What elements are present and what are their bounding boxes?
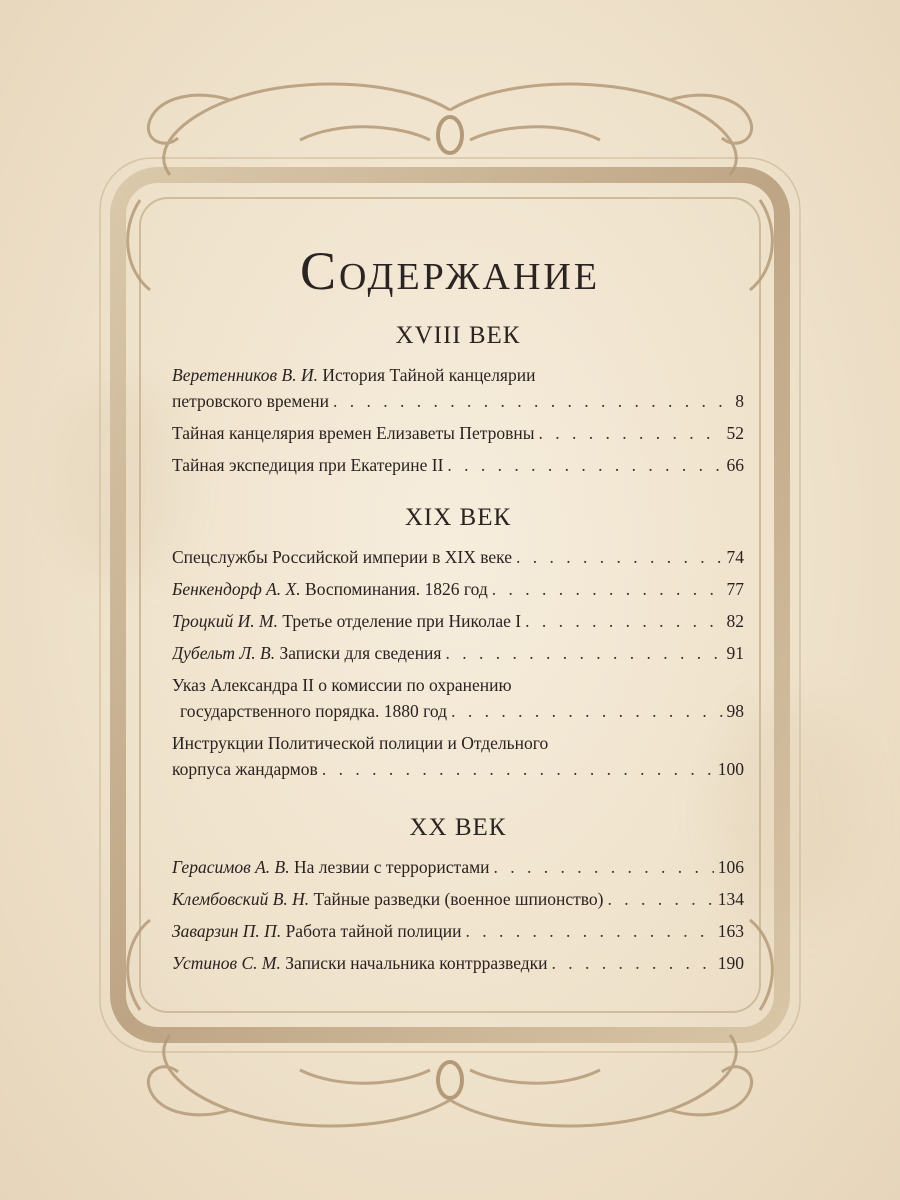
entry-title: Инструкции Политической полиции и Отдельного: [172, 733, 549, 753]
entry-title: Тайная экспедиция при Екатерине II: [172, 455, 444, 475]
entry-title: Записки начальника контрразведки: [285, 953, 548, 973]
dot-leader: [607, 886, 713, 912]
entry-author: Герасимов А. В.: [172, 857, 290, 877]
toc-entry: [172, 362, 744, 414]
dot-leader: [494, 854, 714, 880]
dot-leader: [451, 698, 722, 724]
toc-entry: [172, 452, 744, 478]
entry-author: Бенкендорф А. Х.: [172, 579, 301, 599]
entry-page: 98: [726, 701, 744, 721]
entry-title: Тайная канцелярия времен Елизаветы Петровны: [172, 423, 535, 443]
entry-title-continued: государственного порядка. 1880 год: [180, 701, 448, 721]
dot-leader: [445, 640, 722, 666]
entry-page: 74: [726, 547, 744, 567]
toc-entry: [172, 576, 744, 602]
entry-title-continued: петровского времени: [172, 391, 330, 411]
dot-leader: [516, 544, 722, 570]
entry-page: 190: [717, 953, 744, 973]
section-heading-19th-century: XIX ВЕК: [404, 504, 512, 531]
entry-title: Тайные разведки (военное шпионство): [313, 889, 604, 909]
entry-page: 52: [726, 423, 744, 443]
dot-leader: [538, 420, 722, 446]
toc-entry: [172, 608, 744, 634]
toc-entry: [172, 730, 744, 782]
entry-title: Воспоминания. 1826 год: [305, 579, 488, 599]
toc-entry: [172, 640, 744, 666]
toc-entry: [172, 672, 744, 724]
page-title: Содержание: [299, 241, 601, 301]
entry-title-continued: корпуса жандармов: [172, 759, 318, 779]
toc-entry: [172, 420, 744, 446]
entry-page: 100: [717, 759, 744, 779]
entry-author: Троцкий И. М.: [172, 611, 278, 631]
entry-page: 82: [726, 611, 744, 631]
bottom-medallion: [438, 1062, 462, 1098]
entry-author: Устинов С. М.: [172, 953, 281, 973]
dot-leader: [525, 608, 722, 634]
entry-page: 8: [735, 391, 744, 411]
dot-leader: [552, 950, 714, 976]
entry-page: 91: [726, 643, 744, 663]
toc-entry: [172, 886, 744, 912]
entry-title: История Тайной канцелярии: [322, 365, 536, 385]
entry-page: 77: [726, 579, 744, 599]
entry-page: 66: [726, 455, 744, 475]
section-heading-18th-century: XVIII ВЕК: [395, 322, 521, 349]
dot-leader: [492, 576, 723, 602]
entry-page: 134: [717, 889, 744, 909]
toc-entry: [172, 950, 744, 976]
entry-page: 163: [717, 921, 744, 941]
table-of-contents: [172, 322, 744, 982]
section-heading-20th-century: XX ВЕК: [409, 814, 507, 841]
toc-entry: [172, 544, 744, 570]
entry-title: Записки для сведения: [279, 643, 442, 663]
entry-title: Работа тайной полиции: [285, 921, 462, 941]
entry-title: На лезвии с террористами: [294, 857, 490, 877]
entry-author: Клембовский В. Н.: [172, 889, 310, 909]
entry-title: Спецслужбы Российской империи в XIX веке: [172, 547, 513, 567]
dot-leader: [322, 756, 714, 782]
entry-author: Заварзин П. П.: [172, 921, 282, 941]
entry-page: 106: [717, 857, 744, 877]
dot-leader: [333, 388, 731, 414]
toc-entry: [172, 854, 744, 880]
entry-title: Указ Александра II о комиссии по охранению: [172, 675, 512, 695]
entry-author: Дубельт Л. В.: [172, 643, 276, 663]
dot-leader: [465, 918, 713, 944]
top-medallion: [438, 117, 462, 153]
dot-leader: [447, 452, 722, 478]
entry-title: Третье отделение при Николае I: [282, 611, 522, 631]
toc-entry: [172, 918, 744, 944]
entry-author: Веретенников В. И.: [172, 365, 318, 385]
